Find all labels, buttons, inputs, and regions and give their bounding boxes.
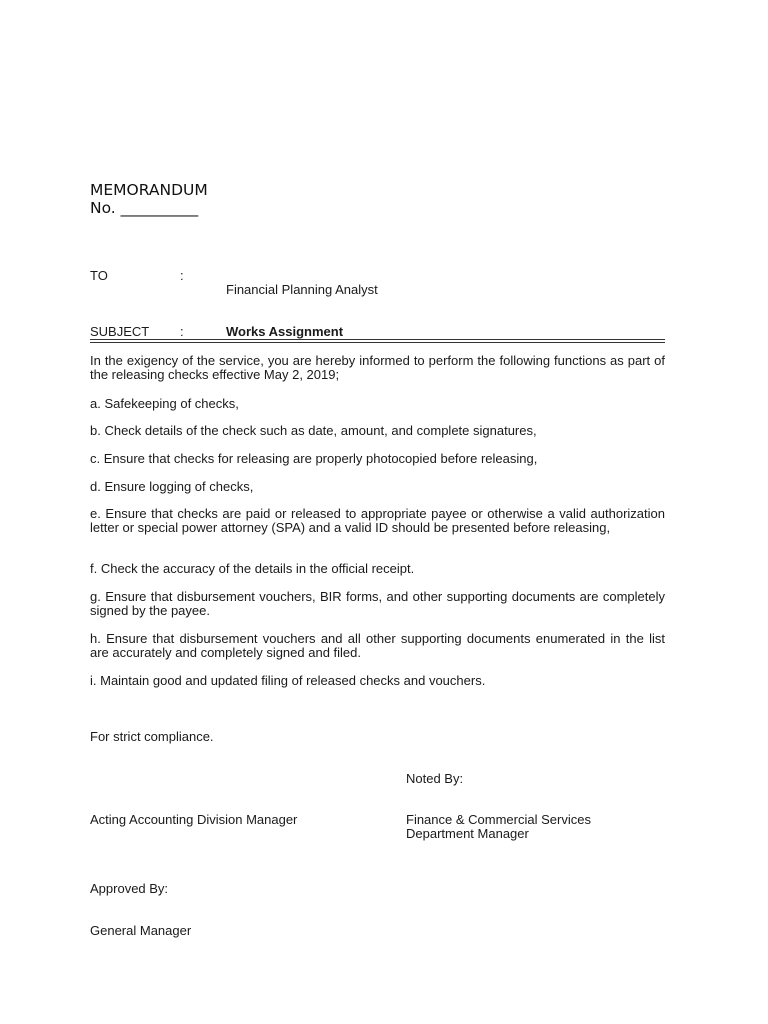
memo-number: No. __________: [90, 199, 199, 217]
subject-label: SUBJECT: [90, 324, 150, 339]
memo-title: MEMORANDUM: [90, 181, 208, 199]
to-value: Financial Planning Analyst: [226, 282, 378, 297]
intro-paragraph: In the exigency of the service, you are hereby informed to perform the following functions as part of the releasing checks effective May 2, 2019;: [90, 353, 665, 382]
signatory-left-title: Acting Accounting Division Manager: [90, 812, 298, 827]
list-item: i. Maintain good and updated filing of released checks and vouchers.: [90, 673, 486, 688]
approved-by-label: Approved By:: [90, 881, 169, 896]
list-item: f. Check the accuracy of the details in the official receipt.: [90, 561, 415, 576]
list-item: g. Ensure that disbursement vouchers, BIR forms, and other supporting documents are completely signed by the payee.: [90, 589, 665, 618]
to-label: TO: [90, 268, 108, 283]
to-colon: :: [180, 268, 184, 283]
list-item: e. Ensure that checks are paid or released to appropriate payee or otherwise a valid authorization letter or special power attorney (SPA) and a valid ID should be presented before releasing,: [90, 506, 665, 535]
list-item: c. Ensure that checks for releasing are properly photocopied before releasing,: [90, 451, 538, 466]
list-item: b. Check details of the check such as date, amount, and complete signatures,: [90, 423, 537, 438]
list-item: d. Ensure logging of checks,: [90, 479, 254, 494]
subject-rule-bottom: [90, 342, 665, 343]
signatory-right-title-line1: Finance & Commercial Services: [406, 812, 591, 827]
noted-by-label: Noted By:: [406, 771, 464, 786]
list-item: h. Ensure that disbursement vouchers and all other supporting documents enumerated in the list are accurately and completely signed and filed.: [90, 631, 665, 660]
subject-value: Works Assignment: [226, 324, 344, 339]
subject-rule-top: [90, 339, 665, 340]
closing-text: For strict compliance.: [90, 729, 214, 744]
subject-colon: :: [180, 324, 184, 339]
approver-title: General Manager: [90, 923, 192, 938]
list-item: a. Safekeeping of checks,: [90, 396, 239, 411]
signatory-right-title-line2: Department Manager: [406, 826, 529, 841]
